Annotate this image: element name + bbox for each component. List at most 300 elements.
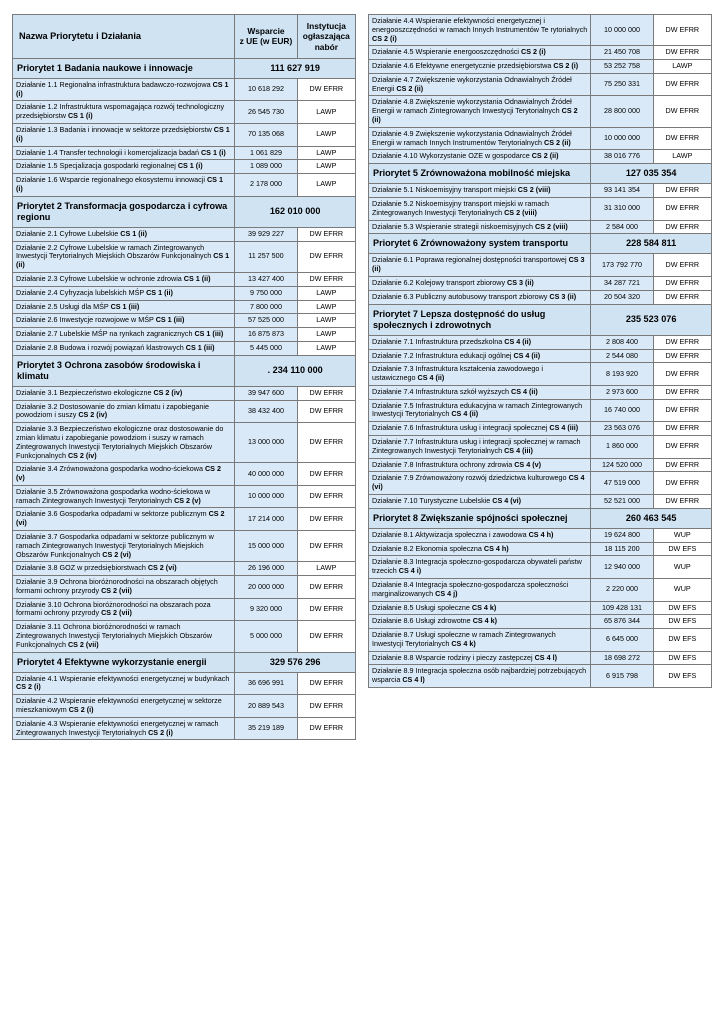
action-institution: DW EFRR	[653, 96, 711, 127]
action-institution: DW EFRR	[653, 494, 711, 508]
action-objective-code: CS 2 (v)	[16, 464, 221, 483]
action-objective-code: CS 2 (iv)	[67, 450, 97, 460]
action-name-cell: Działanie 7.9 Zrównoważony rozwój dziedzictwa kulturowego CS 4 (vi)	[369, 472, 591, 495]
table-row	[13, 300, 356, 314]
action-support-value: 75 250 331	[591, 73, 653, 96]
priority-row	[369, 234, 712, 254]
header-name-col: Nazwa Priorytetu i Działania	[13, 15, 235, 59]
action-objective-code: CS 2 (ii)	[544, 137, 571, 147]
table-row	[13, 160, 356, 174]
table-row	[13, 174, 356, 197]
action-support-value: 16 875 873	[235, 328, 297, 342]
action-institution: DW EFRR	[297, 463, 355, 486]
table-row	[13, 672, 356, 695]
action-objective-code: CS 4 (vi)	[372, 473, 585, 492]
priority-row	[369, 164, 712, 184]
action-name-cell: Działanie 2.2 Cyfrowe Lubelskie w ramach Zintegrowanych Inwestycji Terytorialnych Miejskich Obszarów Funkcjonalnych CS 1 (ii)	[13, 241, 235, 272]
action-name-cell: Działanie 4.1 Wspieranie efektywności energetycznej w budynkach CS 2 (i)	[13, 672, 235, 695]
table-row	[369, 349, 712, 363]
action-institution: DW EFRR	[653, 363, 711, 386]
action-objective-code: CS 1 (ii)	[16, 251, 230, 270]
table-row	[369, 665, 712, 688]
action-support-value: 47 519 000	[591, 472, 653, 495]
table-row	[13, 621, 356, 652]
action-institution: DW EFRR	[653, 436, 711, 459]
action-institution: DW EFRR	[653, 73, 711, 96]
action-objective-code: CS 1 (ii)	[183, 273, 211, 283]
action-institution: LAWP	[297, 286, 355, 300]
action-support-value: 18 698 272	[591, 651, 653, 665]
action-objective-code: CS 4 k)	[472, 616, 498, 626]
program-table-left	[12, 14, 356, 740]
action-support-value: 6 915 798	[591, 665, 653, 688]
action-name-cell: Działanie 7.5 Infrastruktura edukacyjna w ramach Zintegrowanych Inwestycji Terytorialnych CS 4 (ii)	[369, 399, 591, 422]
action-objective-code: CS 2 (vii)	[67, 639, 99, 649]
action-objective-code: CS 2 (viii)	[517, 185, 551, 195]
action-name-cell: Działanie 5.2 Niskoemisyjny transport miejski w ramach Zintegrowanych Inwestycji Terytorialnych CS 2 (viii)	[369, 198, 591, 221]
table-row	[369, 578, 712, 601]
table-row	[369, 290, 712, 304]
action-support-value: 36 696 991	[235, 672, 297, 695]
action-name-cell: Działanie 8.8 Wsparcie rodziny i pieczy zastępczej CS 4 l)	[369, 651, 591, 665]
action-support-value: 52 521 000	[591, 494, 653, 508]
table-row	[13, 485, 356, 508]
action-name-cell: Działanie 8.1 Aktywizacja społeczna i zawodowa CS 4 h)	[369, 528, 591, 542]
table-row	[369, 150, 712, 164]
action-objective-code: CS 2 (vii)	[101, 585, 132, 595]
action-institution: DW EFRR	[653, 184, 711, 198]
action-objective-code: CS 2 (ii)	[372, 106, 578, 125]
table-row	[369, 73, 712, 96]
action-institution: DW EFRR	[653, 277, 711, 291]
header-institution-col: Instytucja ogłaszająca nabór	[297, 15, 355, 59]
action-support-value: 40 000 000	[235, 463, 297, 486]
action-name-cell: Działanie 4.4 Wspieranie efektywności energetycznej i energooszczędności w ramach Innych Instrumentów Te rytorialnych CS 2 (i)	[369, 15, 591, 46]
table-row	[13, 717, 356, 740]
action-objective-code: CS 2 (viii)	[535, 221, 568, 231]
table-row	[369, 651, 712, 665]
action-support-value: 2 808 400	[591, 335, 653, 349]
table-row	[13, 423, 356, 463]
action-support-value: 34 287 721	[591, 277, 653, 291]
action-objective-code: CS 1 (ii)	[146, 287, 173, 297]
action-support-value: 53 252 758	[591, 60, 653, 74]
action-institution: DW EFRR	[297, 227, 355, 241]
priority-row	[369, 508, 712, 528]
action-institution: DW EFRR	[297, 621, 355, 652]
table-row	[369, 254, 712, 277]
action-objective-code: CS 4 (ii)	[511, 386, 538, 396]
action-objective-code: CS 2 (viii)	[504, 207, 537, 217]
action-name-cell: Działanie 1.4 Transfer technologii i komercjalizacja badań CS 1 (i)	[13, 146, 235, 160]
priority-name: Priorytet 2 Transformacja gospodarcza i cyfrowa regionu	[13, 196, 235, 227]
table-row	[369, 60, 712, 74]
action-institution: LAWP	[653, 60, 711, 74]
table-row	[13, 463, 356, 486]
action-name-cell: Działanie 2.4 Cyfryzacja lubelskich MŚP CS 1 (ii)	[13, 286, 235, 300]
action-name-cell: Działanie 8.3 Integracja społeczno-gospodarcza obywateli państw trzecich CS 4 i)	[369, 556, 591, 579]
table-row	[369, 542, 712, 556]
action-institution: DW EFRR	[653, 15, 711, 46]
action-name-cell: Działanie 8.5 Usługi społeczne CS 4 k)	[369, 601, 591, 615]
action-name-cell: Działanie 3.10 Ochrona bioróżnorodności na obszarach poza formami ochrony przyrody CS 2 (vii)	[13, 598, 235, 621]
action-support-value: 5 445 000	[235, 341, 297, 355]
action-institution: WUP	[653, 528, 711, 542]
action-institution: DW EFRR	[653, 220, 711, 234]
action-support-value: 15 000 000	[235, 531, 297, 562]
action-support-value: 7 800 000	[235, 300, 297, 314]
table-row	[369, 601, 712, 615]
action-objective-code: CS 1 (iii)	[110, 301, 140, 311]
priority-amount: . 234 110 000	[235, 355, 356, 386]
action-objective-code: CS 2 (vi)	[147, 563, 177, 573]
action-support-value: 10 000 000	[591, 15, 653, 46]
priority-row	[13, 652, 356, 672]
table-row	[369, 556, 712, 579]
table-row	[369, 277, 712, 291]
action-objective-code: CS 1 (i)	[67, 111, 93, 121]
action-institution: LAWP	[297, 174, 355, 197]
action-objective-code: CS 2 (iv)	[153, 387, 183, 397]
action-name-cell: Działanie 2.8 Budowa i rozwój powiązań klastrowych CS 1 (iii)	[13, 341, 235, 355]
action-name-cell: Działanie 6.1 Poprawa regionalnej dostępności transportowej CS 3 (ii)	[369, 254, 591, 277]
action-support-value: 35 219 189	[235, 717, 297, 740]
action-support-value: 39 947 600	[235, 386, 297, 400]
table-row	[369, 629, 712, 652]
action-support-value: 20 000 000	[235, 576, 297, 599]
header-value-col: Wsparcie z UE (w EUR)	[235, 15, 297, 59]
action-support-value: 70 135 068	[235, 123, 297, 146]
table-row	[369, 458, 712, 472]
priority-amount: 228 584 811	[591, 234, 712, 254]
action-support-value: 11 257 500	[235, 241, 297, 272]
priority-name: Priorytet 1 Badania naukowe i innowacje	[13, 58, 235, 78]
action-name-cell: Działanie 3.4 Zrównoważona gospodarka wodno-ściekowa CS 2 (v)	[13, 463, 235, 486]
priority-amount: 162 010 000	[235, 196, 356, 227]
priority-row	[13, 196, 356, 227]
action-support-value: 13 427 400	[235, 272, 297, 286]
action-support-value: 65 876 344	[591, 615, 653, 629]
action-institution: DW EFS	[653, 601, 711, 615]
table-row	[13, 314, 356, 328]
priority-name: Priorytet 3 Ochrona zasobów środowiska i klimatu	[13, 355, 235, 386]
action-support-value: 1 061 829	[235, 146, 297, 160]
action-objective-code: CS 4 l)	[402, 675, 425, 685]
action-objective-code: CS 1 (iii)	[185, 342, 215, 352]
table-row	[13, 123, 356, 146]
action-institution: DW EFRR	[653, 472, 711, 495]
action-name-cell: Działanie 5.1 Niskoemisyjny transport miejski CS 2 (viii)	[369, 184, 591, 198]
table-row	[369, 436, 712, 459]
action-support-value: 28 800 000	[591, 96, 653, 127]
priority-amount: 260 463 545	[591, 508, 712, 528]
priority-amount: 329 576 296	[235, 652, 356, 672]
action-name-cell: Działanie 2.3 Cyfrowe Lubelskie w ochronie zdrowia CS 1 (ii)	[13, 272, 235, 286]
action-name-cell: Działanie 5.3 Wspieranie strategii niskoemisyjnych CS 2 (viii)	[369, 220, 591, 234]
table-row	[369, 198, 712, 221]
table-row	[369, 528, 712, 542]
action-support-value: 18 115 200	[591, 542, 653, 556]
action-objective-code: CS 2 (vii)	[101, 608, 132, 618]
action-name-cell: Działanie 8.2 Ekonomia społeczna CS 4 h)	[369, 542, 591, 556]
action-support-value: 2 220 000	[591, 578, 653, 601]
table-row	[13, 341, 356, 355]
action-name-cell: Działanie 3.6 Gospodarka odpadami w sektorze publicznym CS 2 (vi)	[13, 508, 235, 531]
action-support-value: 1 089 000	[235, 160, 297, 174]
action-objective-code: CS 4 i)	[398, 566, 422, 576]
action-support-value: 93 141 354	[591, 184, 653, 198]
action-support-value: 2 178 000	[235, 174, 297, 197]
action-objective-code: CS 1 (i)	[177, 161, 203, 171]
table-row	[369, 494, 712, 508]
action-support-value: 39 929 227	[235, 227, 297, 241]
action-institution: DW EFRR	[297, 78, 355, 101]
action-institution: DW EFRR	[653, 198, 711, 221]
action-objective-code: CS 2 (ii)	[531, 151, 559, 161]
action-name-cell: Działanie 4.8 Zwiększenie wykorzystania Odnawialnych Źródeł Energii w ramach Zintegrowanych Inwestycji Terytorialnych CS 2 (ii)	[369, 96, 591, 127]
action-institution: DW EFRR	[297, 400, 355, 423]
action-institution: LAWP	[297, 146, 355, 160]
priority-name: Priorytet 5 Zrównoważona mobilność miejska	[369, 164, 591, 184]
action-support-value: 57 525 000	[235, 314, 297, 328]
action-objective-code: CS 2 (i)	[553, 61, 579, 71]
action-objective-code: CS 1 (iii)	[194, 329, 224, 339]
table-row	[369, 422, 712, 436]
priority-row	[369, 304, 712, 335]
table-row	[369, 220, 712, 234]
action-objective-code: CS 2 (i)	[16, 682, 41, 692]
action-institution: DW EFS	[653, 542, 711, 556]
table-row	[369, 399, 712, 422]
table-row	[13, 286, 356, 300]
action-name-cell: Działanie 3.3 Bezpieczeństwo ekologiczne oraz dostosowanie do zmian klimatu i zapobieganie powodziom i suszy w ramach Zintegrowanych Inwestycji Terytorialnych Miejskich Obszarów Funkcjonalnych CS 2 (iv)	[13, 423, 235, 463]
action-name-cell: Działanie 1.5 Specjalizacja gospodarki regionalnej CS 1 (i)	[13, 160, 235, 174]
action-objective-code: CS 4 (iii)	[549, 423, 579, 433]
action-name-cell: Działanie 2.5 Usługi dla MŚP CS 1 (iii)	[13, 300, 235, 314]
table-row	[369, 96, 712, 127]
action-objective-code: CS 1 (ii)	[120, 228, 148, 238]
action-objective-code: CS 4 (ii)	[451, 409, 479, 419]
action-institution: DW EFRR	[297, 672, 355, 695]
action-objective-code: CS 4 j)	[435, 588, 458, 598]
action-support-value: 10 000 000	[591, 127, 653, 150]
action-objective-code: CS 1 (i)	[16, 124, 230, 143]
right-table-body	[369, 15, 712, 688]
action-name-cell: Działanie 3.8 GOZ w przedsiębiorstwach CS 2 (vi)	[13, 562, 235, 576]
action-objective-code: CS 1 (i)	[16, 175, 223, 193]
action-support-value: 5 000 000	[235, 621, 297, 652]
action-support-value: 31 310 000	[591, 198, 653, 221]
action-institution: LAWP	[297, 123, 355, 146]
priority-name: Priorytet 8 Zwiększanie spójności społecznej	[369, 508, 591, 528]
action-support-value: 23 563 076	[591, 422, 653, 436]
action-support-value: 173 792 770	[591, 254, 653, 277]
action-support-value: 6 645 000	[591, 629, 653, 652]
priority-amount: 111 627 919	[235, 58, 356, 78]
table-row	[369, 184, 712, 198]
action-name-cell: Działanie 4.10 Wykorzystanie OZE w gospodarce CS 2 (ii)	[369, 150, 591, 164]
action-objective-code: CS 4 (iii)	[504, 445, 533, 455]
action-objective-code: CS 3 (ii)	[549, 291, 577, 301]
table-row	[13, 695, 356, 718]
action-objective-code: CS 4 h)	[483, 543, 509, 553]
priority-row	[13, 58, 356, 78]
table-row	[369, 335, 712, 349]
action-support-value: 2 973 600	[591, 385, 653, 399]
table-row	[369, 127, 712, 150]
action-support-value: 17 214 000	[235, 508, 297, 531]
action-objective-code: CS 2 (v)	[174, 495, 201, 505]
action-institution: LAWP	[297, 160, 355, 174]
action-name-cell: Działanie 7.1 Infrastruktura przedszkolna CS 4 (ii)	[369, 335, 591, 349]
action-name-cell: Działanie 4.5 Wspieranie energooszczędności CS 2 (i)	[369, 46, 591, 60]
action-objective-code: CS 2 (ii)	[396, 83, 424, 93]
action-name-cell: Działanie 7.6 Infrastruktura usług i integracji społecznej CS 4 (iii)	[369, 422, 591, 436]
action-name-cell: Działanie 1.6 Wsparcie regionalnego ekosystemu innowacji CS 1 (i)	[13, 174, 235, 197]
action-objective-code: CS 3 (ii)	[507, 278, 534, 288]
table-row	[13, 272, 356, 286]
action-objective-code: CS 4 (ii)	[513, 350, 541, 360]
action-institution: DW EFRR	[653, 422, 711, 436]
right-column	[368, 14, 712, 1014]
action-name-cell: Działanie 2.6 Inwestycje rozwojowe w MŚP CS 1 (iii)	[13, 314, 235, 328]
action-support-value: 124 520 000	[591, 458, 653, 472]
table-row	[13, 241, 356, 272]
action-name-cell: Działanie 2.7 Lubelskie MŚP na rynkach zagranicznych CS 1 (iii)	[13, 328, 235, 342]
action-name-cell: Działanie 3.5 Zrównoważona gospodarka wodno-ściekowa w ramach Zintegrowanych Inwestycji Terytorialnych CS 2 (v)	[13, 485, 235, 508]
action-institution: LAWP	[297, 341, 355, 355]
action-support-value: 9 320 000	[235, 598, 297, 621]
action-objective-code: CS 4 (v)	[514, 459, 541, 469]
action-name-cell: Działanie 7.4 Infrastruktura szkół wyższych CS 4 (ii)	[369, 385, 591, 399]
action-name-cell: Działanie 8.7 Usługi społeczne w ramach Zintegrowanych Inwestycji Terytorialnych CS 4 k)	[369, 629, 591, 652]
action-support-value: 38 432 400	[235, 400, 297, 423]
action-institution: LAWP	[297, 314, 355, 328]
action-institution: DW EFRR	[297, 576, 355, 599]
action-name-cell: Działanie 4.3 Wspieranie efektywności energetycznej w ramach Zintegrowanych Inwestycji Terytorialnych CS 2 (i)	[13, 717, 235, 740]
action-institution: DW EFRR	[297, 386, 355, 400]
action-name-cell: Działanie 4.6 Efektywne energetycznie przedsiębiorstwa CS 2 (i)	[369, 60, 591, 74]
action-institution: DW EFS	[653, 629, 711, 652]
action-institution: DW EFRR	[297, 531, 355, 562]
action-institution: LAWP	[653, 150, 711, 164]
action-support-value: 9 750 000	[235, 286, 297, 300]
action-name-cell: Działanie 2.1 Cyfrowe Lubelskie CS 1 (ii)	[13, 227, 235, 241]
action-institution: LAWP	[297, 562, 355, 576]
table-row	[369, 615, 712, 629]
action-institution: DW EFRR	[653, 127, 711, 150]
action-support-value: 20 889 543	[235, 695, 297, 718]
action-institution: DW EFRR	[297, 485, 355, 508]
table-row	[13, 146, 356, 160]
action-institution: WUP	[653, 578, 711, 601]
action-objective-code: CS 4 h)	[528, 529, 554, 539]
action-name-cell: Działanie 7.10 Turystyczne Lubelskie CS 4 (vi)	[369, 494, 591, 508]
action-support-value: 26 196 000	[235, 562, 297, 576]
action-name-cell: Działanie 6.3 Publiczny autobusowy transport zbiorowy CS 3 (ii)	[369, 290, 591, 304]
action-objective-code: CS 2 (vi)	[16, 509, 225, 528]
action-name-cell: Działanie 8.6 Usługi zdrowotne CS 4 k)	[369, 615, 591, 629]
action-name-cell: Działanie 3.2 Dostosowanie do zmian klimatu i zapobieganie powodziom i suszy CS 2 (iv)	[13, 400, 235, 423]
action-name-cell: Działanie 1.3 Badania i innowacje w sektorze przedsiębiorstw CS 1 (i)	[13, 123, 235, 146]
action-name-cell: Działanie 1.2 Infrastruktura wspomagająca rozwój technologiczny przedsiębiorstw CS 1 (i)	[13, 101, 235, 124]
action-support-value: 2 584 000	[591, 220, 653, 234]
action-objective-code: CS 2 (i)	[148, 727, 173, 737]
table-row	[13, 386, 356, 400]
action-name-cell: Działanie 1.1 Regionalna infrastruktura badawczo-rozwojowa CS 1 (i)	[13, 78, 235, 101]
action-support-value: 109 428 131	[591, 601, 653, 615]
action-support-value: 12 940 000	[591, 556, 653, 579]
table-row	[13, 531, 356, 562]
action-objective-code: CS 4 (ii)	[504, 336, 532, 346]
action-objective-code: CS 2 (iv)	[78, 410, 108, 420]
table-row	[13, 576, 356, 599]
action-support-value: 8 193 920	[591, 363, 653, 386]
action-institution: DW EFRR	[653, 385, 711, 399]
priority-name: Priorytet 6 Zrównoważony system transportu	[369, 234, 591, 254]
action-support-value: 26 545 730	[235, 101, 297, 124]
action-support-value: 2 544 080	[591, 349, 653, 363]
action-institution: DW EFRR	[297, 272, 355, 286]
program-table-right	[368, 14, 712, 688]
action-name-cell: Działanie 7.7 Infrastruktura usług i integracji społecznej w ramach Zintegrowanych Inwestycji Terytorialnych CS 4 (iii)	[369, 436, 591, 459]
action-objective-code: CS 4 l)	[534, 652, 557, 662]
action-name-cell: Działanie 3.1 Bezpieczeństwo ekologiczne CS 2 (iv)	[13, 386, 235, 400]
table-row	[369, 363, 712, 386]
action-institution: DW EFRR	[297, 241, 355, 272]
priority-name: Priorytet 4 Efektywne wykorzystanie energii	[13, 652, 235, 672]
action-objective-code: CS 2 (vi)	[102, 549, 132, 559]
action-name-cell: Działanie 8.4 Integracja społeczno-gospodarcza społeczności marginalizowanych CS 4 j)	[369, 578, 591, 601]
action-support-value: 38 016 776	[591, 150, 653, 164]
priority-amount: 127 035 354	[591, 164, 712, 184]
action-institution: LAWP	[297, 101, 355, 124]
action-name-cell: Działanie 7.3 Infrastruktura kształcenia zawodowego i ustawicznego CS 4 (ii)	[369, 363, 591, 386]
action-institution: DW EFRR	[297, 508, 355, 531]
action-institution: DW EFRR	[297, 695, 355, 718]
action-support-value: 10 618 292	[235, 78, 297, 101]
action-name-cell: Działanie 6.2 Kolejowy transport zbiorowy CS 3 (ii)	[369, 277, 591, 291]
priority-amount: 235 523 076	[591, 304, 712, 335]
table-row	[369, 472, 712, 495]
action-support-value: 20 504 320	[591, 290, 653, 304]
table-row	[369, 15, 712, 46]
action-name-cell: Działanie 3.7 Gospodarka odpadami w sektorze publicznym w ramach Zintegrowanych Inwestycji Terytorialnych Miejskich Obszarów Funkcjonalnych CS 2 (vi)	[13, 531, 235, 562]
action-objective-code: CS 4 k)	[451, 638, 476, 648]
priority-row	[13, 355, 356, 386]
action-support-value: 1 860 000	[591, 436, 653, 459]
action-institution: WUP	[653, 556, 711, 579]
action-objective-code: CS 1 (i)	[16, 79, 229, 98]
action-institution: LAWP	[297, 300, 355, 314]
table-row	[13, 400, 356, 423]
table-row	[13, 508, 356, 531]
priority-name: Priorytet 7 Lepsza dostępność do usług społecznych i zdrowotnych	[369, 304, 591, 335]
action-objective-code: CS 4 k)	[471, 602, 497, 612]
action-institution: DW EFS	[653, 615, 711, 629]
table-row	[13, 78, 356, 101]
action-support-value: 13 000 000	[235, 423, 297, 463]
action-institution: DW EFRR	[653, 290, 711, 304]
left-column	[12, 14, 356, 1014]
action-name-cell: Działanie 3.9 Ochrona bioróżnorodności na obszarach objętych formami ochrony przyrody CS 2 (vii)	[13, 576, 235, 599]
action-institution: LAWP	[297, 328, 355, 342]
left-table-body	[13, 15, 356, 740]
action-name-cell: Działanie 7.2 Infrastruktura edukacji ogólnej CS 4 (ii)	[369, 349, 591, 363]
action-institution: DW EFRR	[297, 598, 355, 621]
table-row	[13, 328, 356, 342]
action-name-cell: Działanie 8.9 Integracja społeczna osób najbardziej potrzebujących wsparcia CS 4 l)	[369, 665, 591, 688]
